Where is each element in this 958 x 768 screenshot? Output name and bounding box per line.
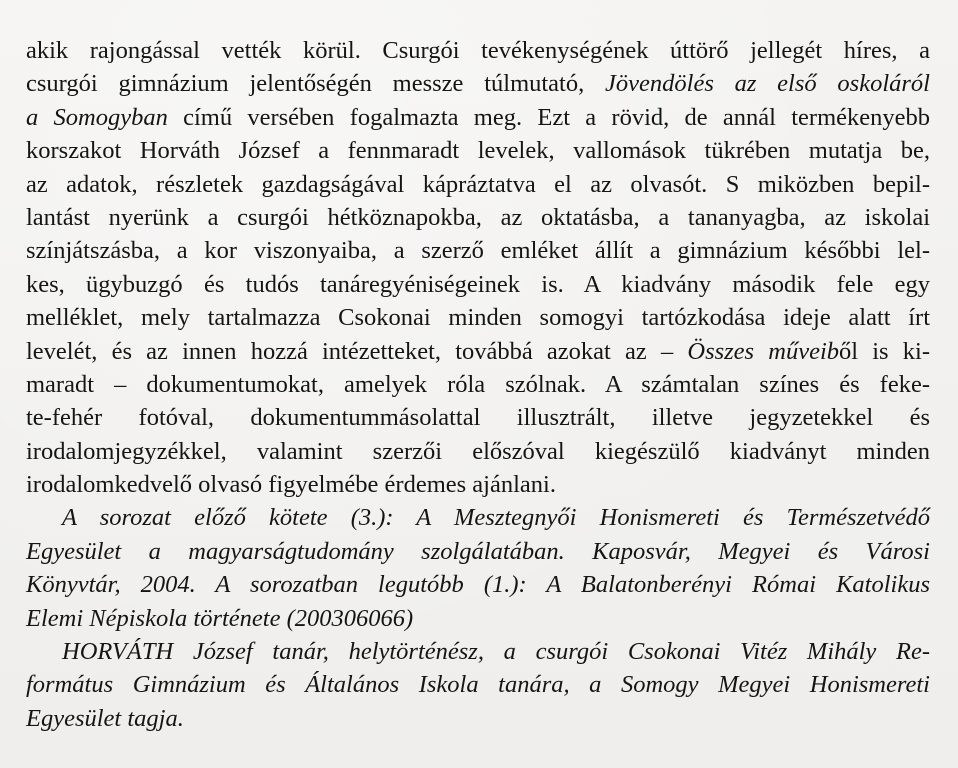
author-line-3: Egyesület tagja. — [26, 704, 184, 732]
main-line-2-text: csurgói gimnázium jelentőségén messze túlmutató, — [26, 70, 606, 98]
series-line-4: Elemi Népiskola története (200306066) — [26, 604, 414, 632]
main-line-10-text: levelét, és az innen hozzá intézetteket, továbbá azokat az – — [26, 337, 688, 365]
main-line-6: lantást nyerünk a csurgói hétköznapokba, az oktatásba, a tananyagba, az iskolai — [26, 203, 930, 231]
works-title: Összes műveib — [687, 337, 840, 365]
series-line-2: Egyesület a magyarságtudomány szolgálatában. Kaposvár, Megyei és Városi — [26, 537, 930, 565]
author-note — [26, 635, 930, 735]
main-line-9: melléklet, mely tartalmazza Csokonai minden somogyi tartózkodása ideje alatt írt — [26, 304, 930, 332]
series-line-3: Könyvtár, 2004. A sorozatban legutóbb (1.): A Balatonberényi Római Katolikus — [26, 571, 930, 599]
main-line-13: irodalomjegyzékkel, valamint szerzői előszóval kiegészülő kiadványt minden — [26, 437, 930, 465]
main-line-4: korszakot Horváth József a fennmaradt levelek, vallomások tükrében mutatja be, — [26, 137, 930, 165]
series-note — [26, 501, 930, 635]
main-line-12: te-fehér fotóval, dokumentummásolattal illusztrált, illetve jegyzetekkel és — [26, 404, 930, 432]
main-paragraph — [26, 34, 930, 501]
poem-title-part-1: Jövendölés az első oskoláról — [605, 70, 930, 98]
author-line-1: HORVÁTH József tanár, helytörténész, a csurgói Csokonai Vitéz Mihály Re- — [62, 638, 930, 666]
main-line-5: az adatok, részletek gazdagságával kápráztatva el az olvasót. S miközben bepil- — [26, 170, 930, 198]
main-line-7: színjátszásba, a kor viszonyaiba, a szerző emléket állít a gimnázium későbbi lel- — [26, 237, 930, 265]
series-line-1: A sorozat előző kötete (3.): A Mesztegnyői Honismereti és Természetvédő — [62, 504, 930, 532]
main-line-3-text: című versében fogalmazta meg. Ezt a rövid, de annál termékenyebb — [167, 103, 930, 131]
main-line-3 — [26, 101, 930, 134]
main-line-10 — [26, 335, 930, 368]
main-line-1: akik rajongással vették körül. Csurgói tevékenységének úttörő jellegét híres, a — [26, 37, 930, 64]
main-line-2 — [26, 67, 930, 100]
main-line-10-end: ől is ki- — [839, 337, 930, 365]
page-text — [26, 34, 930, 735]
main-line-11: maradt – dokumentumokat, amelyek róla szólnak. A számtalan színes és feke- — [26, 370, 930, 398]
author-line-2: formátus Gimnázium és Általános Iskola tanára, a Somogy Megyei Honismereti — [26, 671, 930, 699]
main-line-8: kes, ügybuzgó és tudós tanáregyéniségeinek is. A kiadvány második fele egy — [26, 270, 930, 298]
poem-title-part-2: a Somogyban — [26, 103, 168, 131]
main-line-14: irodalomkedvelő olvasó figyelmébe érdemes ajánlani. — [26, 471, 556, 499]
